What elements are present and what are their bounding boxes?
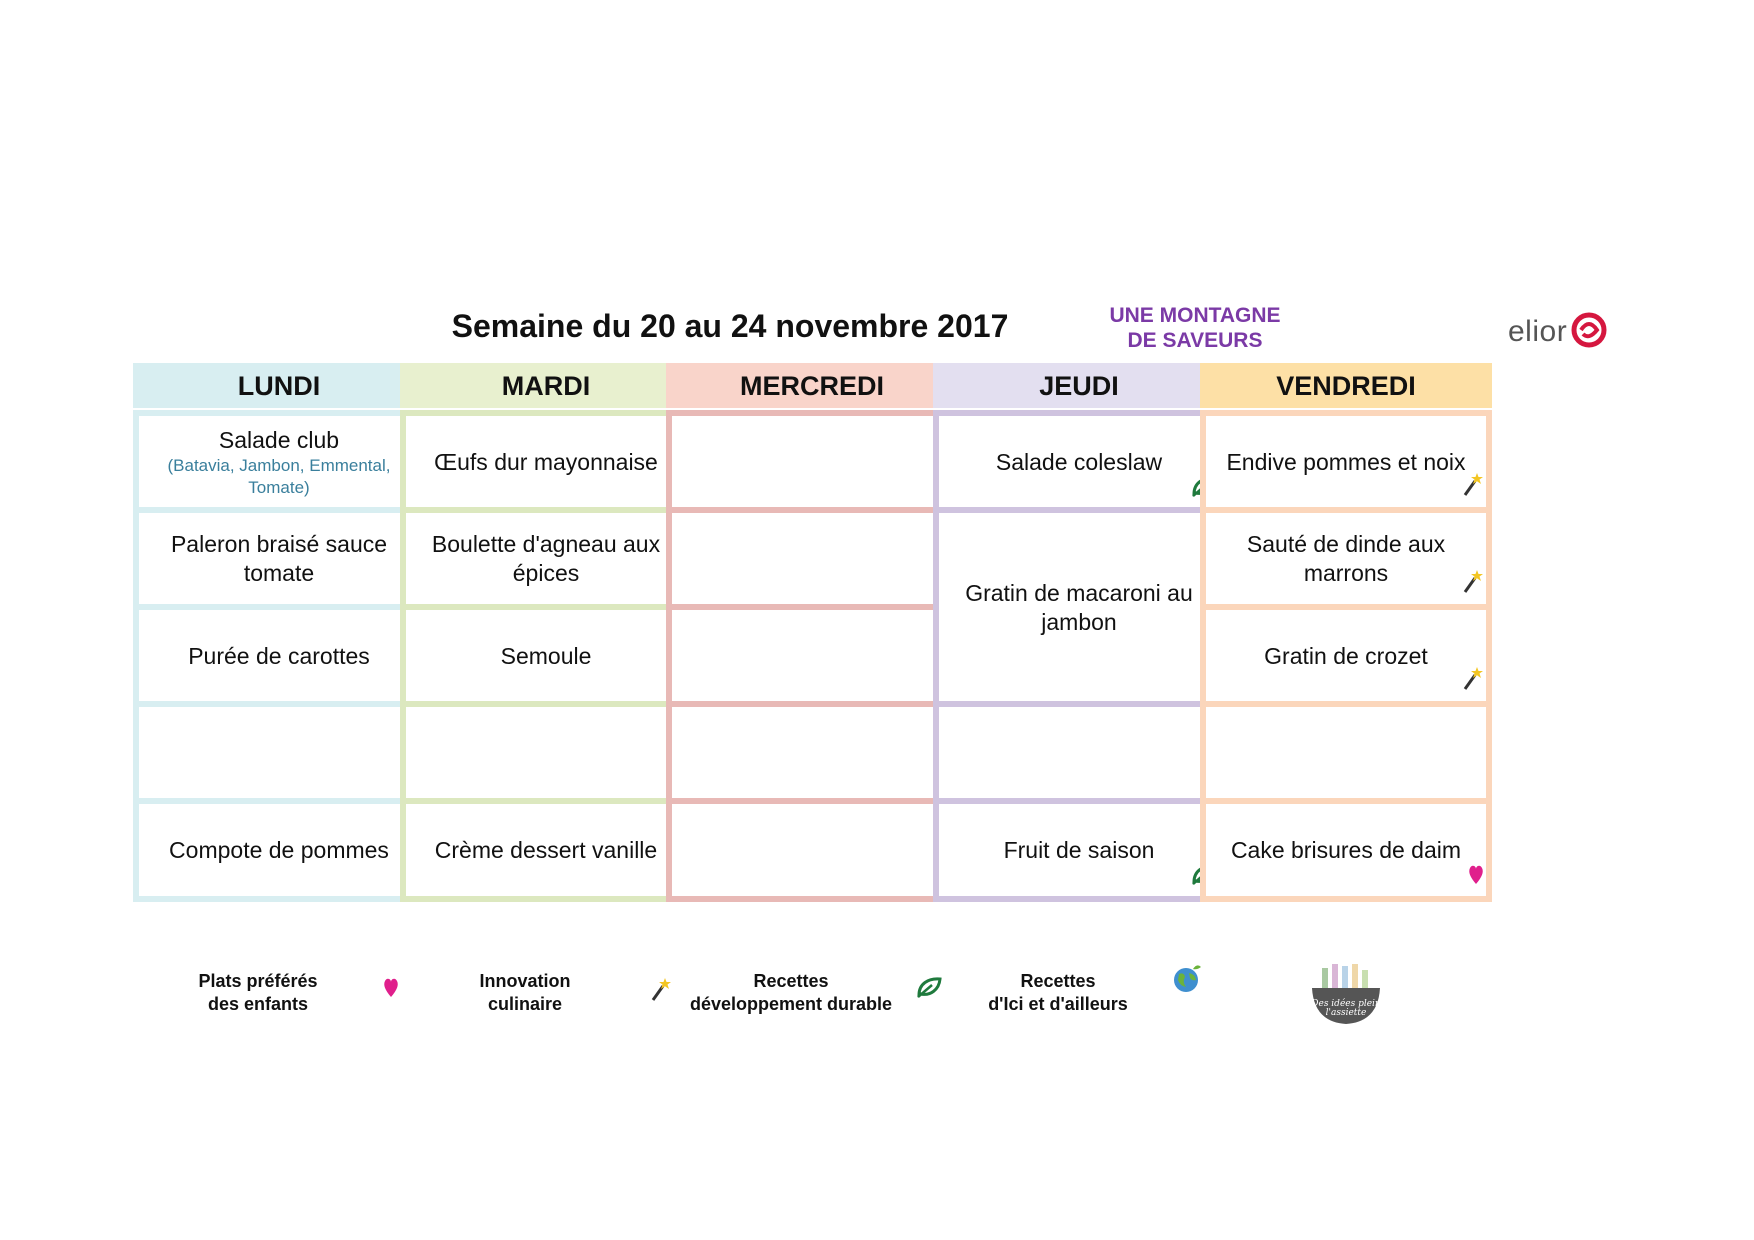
dish-text	[1004, 836, 1155, 865]
dish-text	[996, 448, 1162, 477]
day-column-mardi	[400, 363, 692, 902]
dish-text	[957, 579, 1201, 637]
dish-name: Boulette d'agneau aux épices	[431, 531, 661, 586]
menu-cell-mercredi-2	[666, 507, 958, 611]
menu-cell-mardi-3	[400, 604, 692, 708]
dish-name: Salade club	[218, 426, 340, 453]
dish-name: Gratin de crozet	[1264, 642, 1428, 669]
bowl-logo-icon	[1308, 962, 1384, 1033]
rose-logo-icon	[1571, 312, 1607, 353]
legend-item	[933, 968, 1225, 1028]
dish-text	[1231, 836, 1461, 865]
menu-cell-mardi-4	[400, 701, 692, 805]
theme-title	[1090, 303, 1300, 353]
menu-cell-mardi-1	[400, 410, 692, 514]
menu-cell-mardi-5	[400, 798, 692, 902]
menu-cell-jeudi-5	[933, 798, 1225, 902]
page-title: Semaine du 20 au 24 novembre 2017	[451, 308, 1009, 344]
logo-text: elior	[1508, 315, 1568, 348]
dish-text	[1264, 642, 1428, 671]
legend-line1: Recettes	[753, 971, 829, 991]
legend-line1: Recettes	[1020, 971, 1096, 991]
dish-text	[501, 642, 592, 671]
dish-name: Salade coleslaw	[995, 448, 1163, 475]
day-header-mercredi: MERCREDI	[666, 363, 958, 408]
legend-item	[1200, 968, 1492, 1028]
day-column-mercredi	[666, 363, 958, 902]
day-column-jeudi	[933, 363, 1225, 902]
dish-text	[169, 836, 389, 865]
dish-name: Cake brisures de daim	[1230, 836, 1462, 863]
dish-text	[157, 426, 401, 499]
day-header-jeudi: JEUDI	[933, 363, 1225, 408]
dish-text	[434, 448, 658, 477]
heart-icon	[1468, 863, 1484, 892]
theme-line-1: UNE MONTAGNE	[1109, 304, 1281, 327]
day-column-lundi	[133, 363, 425, 902]
menu-cell-mercredi-3	[666, 604, 958, 708]
menu-cell-lundi-5	[133, 798, 425, 902]
svg-text:l'assiette: l'assiette	[1325, 1008, 1367, 1018]
wand-icon	[1462, 568, 1484, 601]
menu-cell-lundi-3	[133, 604, 425, 708]
dish-name: Gratin de macaroni au jambon	[965, 579, 1193, 635]
svg-text:Des idées plein: Des idées plein	[1311, 999, 1381, 1009]
menu-cell-jeudi-4	[933, 701, 1225, 805]
legend-line2: d'Ici et d'ailleurs	[988, 994, 1128, 1014]
dish-name: Fruit de saison	[1003, 836, 1155, 863]
menu-cell-lundi-1	[133, 410, 425, 514]
menu-cell-vendredi-4	[1200, 701, 1492, 805]
legend-line1: Plats préférés	[198, 971, 318, 991]
menu-cell-lundi-2	[133, 507, 425, 611]
legend-label	[666, 970, 916, 1016]
dish-name: Paleron braisé sauce tomate	[170, 531, 388, 586]
dish-name: Compote de pommes	[169, 836, 389, 863]
wand-icon	[1462, 665, 1484, 698]
dish-text	[157, 530, 401, 588]
menu-cell-vendredi-2	[1200, 507, 1492, 611]
legend-line2: développement durable	[689, 994, 893, 1014]
menu-cell-mardi-2	[400, 507, 692, 611]
day-header-mardi: MARDI	[400, 363, 692, 408]
dish-ingredients: (Batavia, Jambon, Emmental, Tomate)	[167, 455, 391, 497]
dish-text	[188, 642, 370, 671]
dish-name: Semoule	[500, 642, 592, 669]
legend-line2: culinaire	[487, 994, 563, 1014]
menu-cell-vendredi-3	[1200, 604, 1492, 708]
dish-name: Endive pommes et noix	[1226, 448, 1466, 475]
globe-icon	[1171, 962, 1203, 999]
menu-cell-mercredi-4	[666, 701, 958, 805]
menu-cell-vendredi-5	[1200, 798, 1492, 902]
menu-cell-jeudi-1	[933, 410, 1225, 514]
dish-name: Œufs dur mayonnaise	[434, 448, 658, 475]
menu-cell-mercredi-1	[666, 410, 958, 514]
menu-cell-vendredi-1	[1200, 410, 1492, 514]
dish-text	[435, 836, 657, 865]
legend-label	[933, 970, 1183, 1016]
elior-logo	[1508, 312, 1607, 352]
menu-cell-lundi-4	[133, 701, 425, 805]
day-column-vendredi	[1200, 363, 1492, 902]
dish-text	[1224, 530, 1468, 588]
legend-line1: Innovation	[479, 971, 571, 991]
dish-name: Purée de carottes	[188, 642, 370, 669]
menu-cell-mercredi-5	[666, 798, 958, 902]
day-header-lundi: LUNDI	[133, 363, 425, 408]
wand-icon	[1462, 471, 1484, 504]
dish-text	[424, 530, 668, 588]
legend-label	[400, 970, 650, 1016]
legend-item	[666, 968, 958, 1028]
legend-label	[133, 970, 383, 1016]
legend-item	[133, 968, 425, 1028]
dish-text	[1226, 448, 1465, 477]
legend-line2: des enfants	[207, 994, 309, 1014]
theme-line-2: DE SAVEURS	[1127, 329, 1263, 352]
day-header-vendredi: VENDREDI	[1200, 363, 1492, 408]
dish-name: Sauté de dinde aux marrons	[1246, 531, 1446, 586]
dish-name: Crème dessert vanille	[434, 836, 658, 863]
legend-item	[400, 968, 692, 1028]
menu-cell-jeudi-2	[933, 507, 1225, 708]
heart-icon	[383, 976, 399, 1003]
